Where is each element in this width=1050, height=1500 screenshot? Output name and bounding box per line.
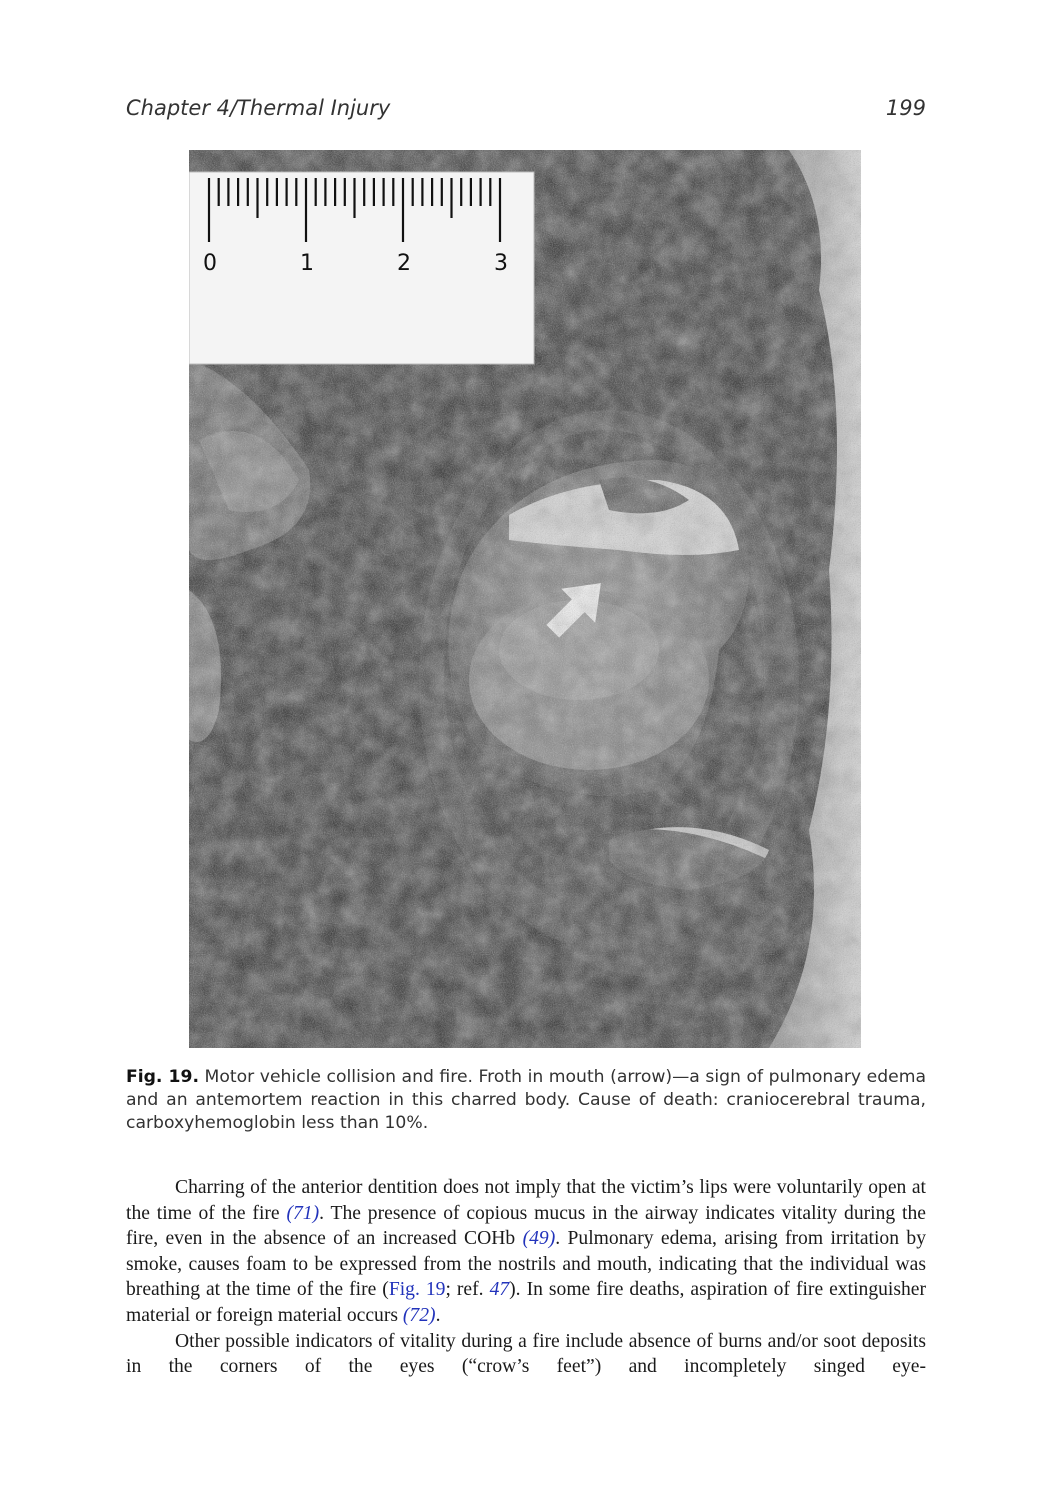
citation-link[interactable]: (72) [402, 1304, 436, 1326]
figure-caption [126, 1066, 926, 1135]
caption-text: Motor vehicle collision and fire. Froth in mouth (arrow)—a sign of pulmonary edema and an antemortem reaction in this charred body. Cause of death: craniocerebral trauma, carboxyhemoglobin less than 10%. [126, 1067, 926, 1133]
paragraph: Other possible indicators of vitality during a fire include absence of burns and/or soot deposits in the corners of the eyes (“crow’s feet”) and incompletely singed eye- [126, 1330, 926, 1378]
citation-link[interactable]: (49) [522, 1228, 556, 1250]
running-head [126, 96, 926, 124]
ruler-label: 0 [203, 251, 217, 276]
page-number: 199 [885, 96, 926, 120]
ruler-label: 3 [494, 251, 508, 276]
figure-photo [189, 150, 861, 1048]
paragraph: Charring of the anterior dentition does not imply that the victim’s lips were voluntarily open at the time of the fire (71). The presence of copious mucus in the airway indicates vitality during the fire, even in the absence of an increased COHb (49). Pulmonary edema, arising from irritation by smoke, causes foam to be expressed from the nostrils and mouth, indicating that the individual was breathing at the time of the fire (Fig. 19; ref. 47). In some fire deaths, aspiration of fire extinguisher material or foreign material occurs (72). [126, 1177, 926, 1326]
body-text [126, 1175, 926, 1380]
figure-label: Fig. 19. [126, 1067, 199, 1087]
ruler-label: 2 [397, 251, 411, 276]
citation-link[interactable]: 47 [489, 1279, 510, 1301]
charred-face-photo [189, 150, 861, 1048]
figure-link[interactable]: Fig. 19 [388, 1279, 446, 1301]
chapter-title: Chapter 4/Thermal Injury [126, 96, 391, 120]
ruler-label: 1 [300, 251, 314, 276]
citation-link[interactable]: (71) [286, 1202, 320, 1224]
scale-ruler [189, 172, 534, 364]
